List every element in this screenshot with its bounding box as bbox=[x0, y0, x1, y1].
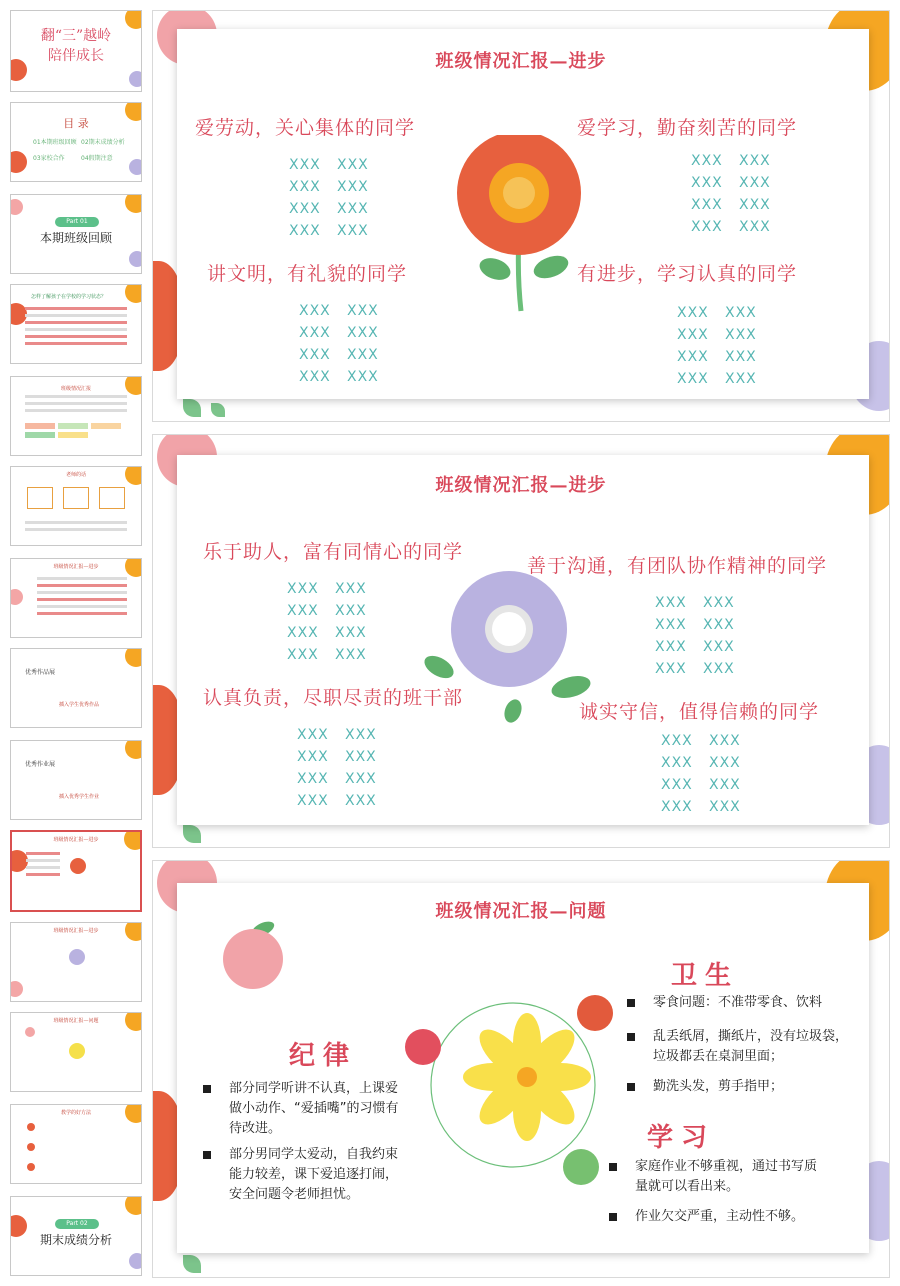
slide-thumbnail-12[interactable] bbox=[10, 1012, 142, 1092]
bullet-item bbox=[627, 993, 855, 1013]
student-name: XXX bbox=[297, 793, 329, 809]
student-name: XXX bbox=[703, 595, 735, 611]
student-name: XXX bbox=[337, 223, 369, 239]
slide-canvas-1[interactable] bbox=[152, 10, 890, 422]
student-name: XXX bbox=[335, 603, 367, 619]
flower-icon bbox=[70, 858, 86, 874]
student-name: XXX bbox=[709, 733, 741, 749]
category-label: 善于沟通，有团队协作精神的同学 bbox=[527, 555, 828, 577]
thumbnail-title: 老师的话 bbox=[65, 472, 86, 478]
thumbnail-subtitle: 插入学生优秀作品 bbox=[59, 702, 100, 708]
slide-thumbnail-4[interactable] bbox=[10, 284, 142, 364]
hygiene-heading: 卫生 bbox=[671, 961, 740, 991]
bullet-square-icon bbox=[609, 1213, 617, 1221]
flower-icon bbox=[69, 949, 85, 965]
bullet-square-icon bbox=[609, 1163, 617, 1171]
thumbnail-title: 班级情况汇报—问题 bbox=[53, 1018, 99, 1024]
student-name: XXX bbox=[661, 755, 693, 771]
thumbnail-text-lines bbox=[25, 307, 127, 349]
bullet-text: 部分同学听讲不认真，上课爱做小动作、“爱插嘴”的习惯有待改进。 bbox=[229, 1081, 399, 1136]
thumbnail-toc-item: 04假期注意 bbox=[81, 155, 113, 162]
bullet-text: 家庭作业不够重视，通过书写质量就可以看出来。 bbox=[635, 1159, 818, 1194]
student-name: XXX bbox=[655, 595, 687, 611]
category-label: 认真负责，尽职尽责的班干部 bbox=[203, 687, 464, 709]
study-heading: 学习 bbox=[647, 1123, 716, 1153]
student-name: XXX bbox=[287, 647, 319, 663]
bullet-square-icon bbox=[627, 999, 635, 1007]
bullet-text: 作业欠交严重，主动性不够。 bbox=[635, 1209, 805, 1224]
thumbnail-text-lines bbox=[37, 577, 127, 619]
flower-decoration bbox=[10, 151, 27, 173]
student-name: XXX bbox=[289, 179, 321, 195]
category-label: 乐于助人，富有同情心的同学 bbox=[203, 541, 464, 563]
category-label: 爱劳动，关心集体的同学 bbox=[195, 117, 416, 139]
leaf-decoration bbox=[183, 1255, 201, 1273]
flower-decoration bbox=[129, 71, 142, 87]
student-name: XXX bbox=[287, 581, 319, 597]
flower-decoration bbox=[129, 1253, 142, 1269]
student-name: XXX bbox=[725, 371, 757, 387]
flower-decoration bbox=[125, 740, 142, 759]
slide-thumbnail-10[interactable] bbox=[10, 830, 142, 912]
slide-thumbnail-2[interactable] bbox=[10, 102, 142, 182]
slide-thumbnail-7[interactable] bbox=[10, 558, 142, 638]
thumbnail-toc-item: 02期末成绩分析 bbox=[81, 139, 125, 146]
slide-canvas-3[interactable] bbox=[152, 860, 890, 1278]
student-name-list bbox=[297, 727, 393, 809]
student-name: XXX bbox=[691, 197, 723, 213]
student-name: XXX bbox=[709, 777, 741, 793]
bullet-item bbox=[609, 1207, 839, 1227]
category-label: 讲文明，有礼貌的同学 bbox=[207, 263, 408, 285]
discipline-heading: 纪律 bbox=[289, 1041, 358, 1071]
thumbnail-title: 本期班级回顾 bbox=[39, 231, 112, 245]
thumbnail-title: 优秀作业展 bbox=[25, 761, 56, 768]
flower-decoration bbox=[125, 1196, 142, 1215]
category-label: 有进步，学习认真的同学 bbox=[577, 263, 798, 285]
student-name: XXX bbox=[347, 347, 379, 363]
student-name: XXX bbox=[289, 201, 321, 217]
thumbnail-title: 班级情况汇报—进步 bbox=[53, 837, 99, 843]
bullet-text: 零食问题：不准带零食、饮料 bbox=[653, 995, 823, 1010]
student-name: XXX bbox=[337, 157, 369, 173]
bullet-item bbox=[627, 1027, 855, 1067]
student-name: XXX bbox=[289, 157, 321, 173]
thumbnail-title: 班级情况汇报—进步 bbox=[53, 564, 99, 570]
slide-thumbnail-8[interactable] bbox=[10, 648, 142, 728]
yellow-flower-ring-illustration bbox=[403, 981, 613, 1191]
student-name: XXX bbox=[725, 327, 757, 343]
bullet-item bbox=[203, 1145, 403, 1205]
peach-icon bbox=[25, 1027, 35, 1037]
dot-icon bbox=[27, 1143, 35, 1151]
student-name-list bbox=[299, 303, 395, 385]
leaf-decoration bbox=[183, 825, 201, 843]
slide-thumbnail-rail bbox=[0, 0, 150, 1286]
peach-illustration bbox=[219, 915, 295, 991]
student-name-list bbox=[289, 157, 385, 239]
slide-thumbnail-13[interactable] bbox=[10, 1104, 142, 1184]
thumbnail-text-lines bbox=[26, 852, 60, 880]
student-name: XXX bbox=[335, 625, 367, 641]
thumbnail-toc-item: 01本期班级回顾 bbox=[33, 139, 77, 146]
student-name-list bbox=[691, 153, 787, 235]
slide-thumbnail-1[interactable] bbox=[10, 10, 142, 92]
student-name: XXX bbox=[297, 749, 329, 765]
bullet-text: 勤洗头发，剪手指甲； bbox=[653, 1079, 784, 1094]
student-name: XXX bbox=[287, 625, 319, 641]
student-name: XXX bbox=[335, 581, 367, 597]
thumbnail-text-lines bbox=[25, 521, 127, 535]
student-name: XXX bbox=[297, 727, 329, 743]
slide-thumbnail-3[interactable] bbox=[10, 194, 142, 274]
bullet-square-icon bbox=[203, 1085, 211, 1093]
slide-thumbnail-11[interactable] bbox=[10, 922, 142, 1002]
student-name: XXX bbox=[739, 175, 771, 191]
slide-thumbnail-5[interactable] bbox=[10, 376, 142, 456]
student-name: XXX bbox=[299, 303, 331, 319]
thumbnail-tags bbox=[25, 423, 127, 438]
student-name: XXX bbox=[661, 733, 693, 749]
bullet-item bbox=[627, 1077, 855, 1097]
student-name: XXX bbox=[703, 661, 735, 677]
flower-decoration bbox=[125, 194, 142, 213]
student-name: XXX bbox=[337, 179, 369, 195]
thumbnail-title: 怎样了解孩子在学校的学习状态？ bbox=[31, 294, 107, 300]
student-name: XXX bbox=[347, 325, 379, 341]
student-name: XXX bbox=[739, 153, 771, 169]
student-name: XXX bbox=[677, 371, 709, 387]
student-name: XXX bbox=[655, 639, 687, 655]
student-name: XXX bbox=[703, 617, 735, 633]
bullet-square-icon bbox=[627, 1033, 635, 1041]
student-name: XXX bbox=[337, 201, 369, 217]
student-name: XXX bbox=[725, 305, 757, 321]
student-name: XXX bbox=[709, 799, 741, 815]
dot-icon bbox=[27, 1163, 35, 1171]
flower-decoration bbox=[125, 648, 142, 667]
part-badge: Part 02 bbox=[55, 1219, 99, 1229]
student-name: XXX bbox=[691, 153, 723, 169]
thumbnail-subtitle: 插入优秀学生作业 bbox=[59, 794, 100, 800]
slide-title: 班级情况汇报—问题 bbox=[435, 901, 607, 922]
flower-decoration bbox=[10, 981, 23, 997]
student-name: XXX bbox=[709, 755, 741, 771]
part-badge: Part 01 bbox=[55, 217, 99, 227]
student-name: XXX bbox=[289, 223, 321, 239]
slide-canvas-2[interactable] bbox=[152, 434, 890, 848]
thumbnail-title: 翻“三”越岭 bbox=[40, 28, 112, 44]
student-name-list bbox=[655, 595, 751, 677]
flower-decoration bbox=[10, 199, 23, 215]
student-name: XXX bbox=[691, 219, 723, 235]
student-name: XXX bbox=[299, 325, 331, 341]
student-name: XXX bbox=[287, 603, 319, 619]
bullet-text: 部分男同学太爱动，自我约束能力较差，课下爱追逐打闹，安全问题令老师担忧。 bbox=[229, 1147, 399, 1202]
student-name: XXX bbox=[677, 349, 709, 365]
student-name: XXX bbox=[345, 749, 377, 765]
student-name: XXX bbox=[299, 369, 331, 385]
flower-decoration bbox=[129, 251, 142, 267]
thumbnail-toc-item: 03家校合作 bbox=[33, 155, 65, 162]
thumbnail-subtitle: 陪伴成长 bbox=[48, 48, 104, 64]
thumbnail-title: 班级情况汇报 bbox=[60, 386, 91, 392]
leaf-decoration bbox=[183, 399, 201, 417]
thumbnail-title: 目 录 bbox=[63, 117, 89, 130]
leaf-decoration bbox=[211, 403, 225, 417]
student-name: XXX bbox=[347, 303, 379, 319]
bullet-square-icon bbox=[203, 1151, 211, 1159]
student-name: XXX bbox=[725, 349, 757, 365]
student-name: XXX bbox=[297, 771, 329, 787]
student-name: XXX bbox=[335, 647, 367, 663]
student-name: XXX bbox=[655, 617, 687, 633]
student-name: XXX bbox=[739, 219, 771, 235]
flower-decoration bbox=[129, 159, 142, 175]
slide-title: 班级情况汇报—进步 bbox=[435, 475, 607, 496]
slide-thumbnail-14[interactable] bbox=[10, 1196, 142, 1276]
student-name: XXX bbox=[345, 771, 377, 787]
student-name: XXX bbox=[677, 305, 709, 321]
thumbnail-title: 班级情况汇报—进步 bbox=[53, 928, 99, 934]
bullet-text: 乱丢纸屑，撕纸片，没有垃圾袋，垃圾都丢在桌洞里面； bbox=[653, 1029, 849, 1064]
student-name: XXX bbox=[703, 639, 735, 655]
category-label: 爱学习，勤奋刻苦的同学 bbox=[577, 117, 798, 139]
thumbnail-photo-frames bbox=[27, 487, 125, 509]
dot-icon bbox=[27, 1123, 35, 1131]
category-label: 诚实守信，值得信赖的同学 bbox=[579, 701, 820, 723]
student-name: XXX bbox=[677, 327, 709, 343]
thumbnail-title: 优秀作品展 bbox=[25, 669, 56, 676]
thumbnail-title: 教学的好方法 bbox=[60, 1110, 91, 1116]
red-flower-illustration bbox=[449, 135, 589, 315]
flower-icon bbox=[69, 1043, 85, 1059]
student-name: XXX bbox=[347, 369, 379, 385]
flower-decoration bbox=[125, 284, 142, 303]
thumbnail-text-lines bbox=[25, 395, 127, 416]
bullet-item bbox=[203, 1079, 403, 1139]
student-name: XXX bbox=[739, 197, 771, 213]
flower-decoration bbox=[10, 589, 23, 605]
student-name-list bbox=[677, 305, 773, 387]
student-name: XXX bbox=[299, 347, 331, 363]
slide-title: 班级情况汇报—进步 bbox=[435, 51, 607, 72]
slide-thumbnail-9[interactable] bbox=[10, 740, 142, 820]
student-name: XXX bbox=[345, 727, 377, 743]
bullet-item bbox=[609, 1157, 819, 1197]
student-name: XXX bbox=[691, 175, 723, 191]
student-name: XXX bbox=[655, 661, 687, 677]
thumbnail-title: 期末成绩分析 bbox=[39, 1233, 112, 1247]
slide-thumbnail-6[interactable] bbox=[10, 466, 142, 546]
student-name-list bbox=[287, 581, 383, 663]
student-name: XXX bbox=[345, 793, 377, 809]
bullet-square-icon bbox=[627, 1083, 635, 1091]
student-name-list bbox=[661, 733, 757, 815]
student-name: XXX bbox=[661, 777, 693, 793]
student-name: XXX bbox=[661, 799, 693, 815]
